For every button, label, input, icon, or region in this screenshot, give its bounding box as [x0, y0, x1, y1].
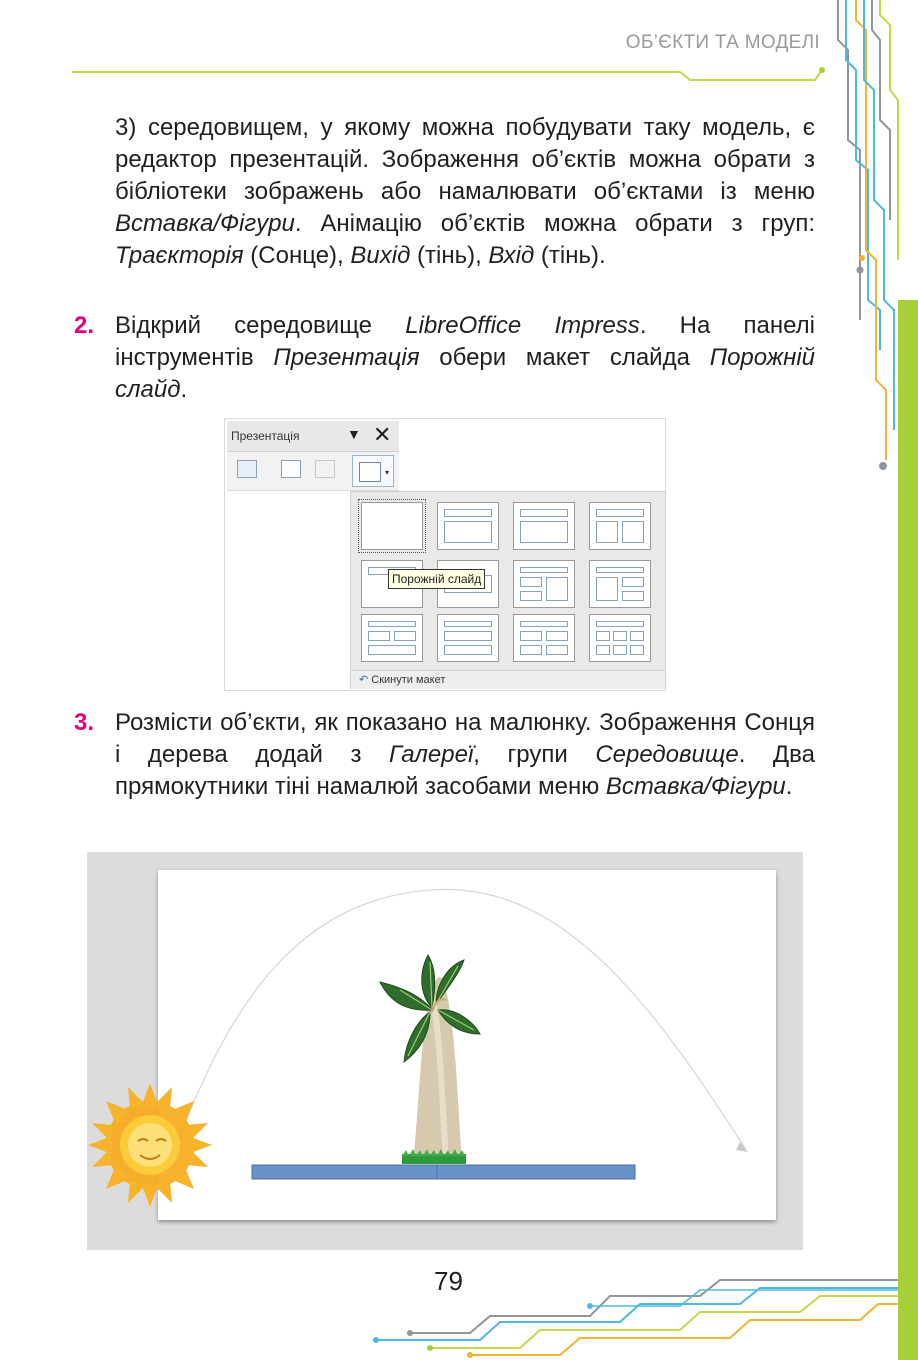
slide-layout-button[interactable]: ▾ — [352, 455, 394, 487]
shadow-rectangle-left — [252, 1165, 437, 1179]
close-icon[interactable]: ✕ — [373, 422, 392, 447]
sun-image — [88, 1083, 212, 1207]
step-2-number: 2. — [74, 312, 95, 339]
tooltip: Порожній слайд — [388, 569, 485, 589]
panel-title: Презентація — [231, 429, 300, 443]
running-header: ОБ’ЄКТИ ТА МОДЕЛІ — [625, 32, 820, 53]
step-3-paragraph: Розмісти об’єкти, як показано на малюнку. Зображення Сонця і дерева додай з Галереї, групи Середовище. Два прямокутники тіні намалюй засобами меню Вставка/Фігури. — [115, 709, 815, 800]
reset-layout-label: Скинути макет — [371, 674, 446, 686]
step-3-number: 3. — [74, 709, 95, 736]
page-number: 79 — [434, 1266, 463, 1296]
chevron-down-icon[interactable]: ▼ — [347, 426, 361, 442]
shadow-rectangle-right — [437, 1165, 635, 1179]
undo-icon: ↶ — [359, 674, 369, 686]
step-2-paragraph: Відкрий середовище LibreOffice Impress. На панелі інструментів Презентація обери макет слайда Порожній слайд. — [115, 312, 816, 403]
intro-paragraph: 3) середовищем, у якому можна побудувати таку модель, є редактор презентацій. Зображення об’єктів можна обрати з бібліотеки зображень або намалювати об’єктами із меню Вставка/Фігури. Анімацію об’єктів можна обрати з груп: Траєкторія (Сонце), Вихід (тінь), Вхід (тінь). — [115, 114, 815, 269]
